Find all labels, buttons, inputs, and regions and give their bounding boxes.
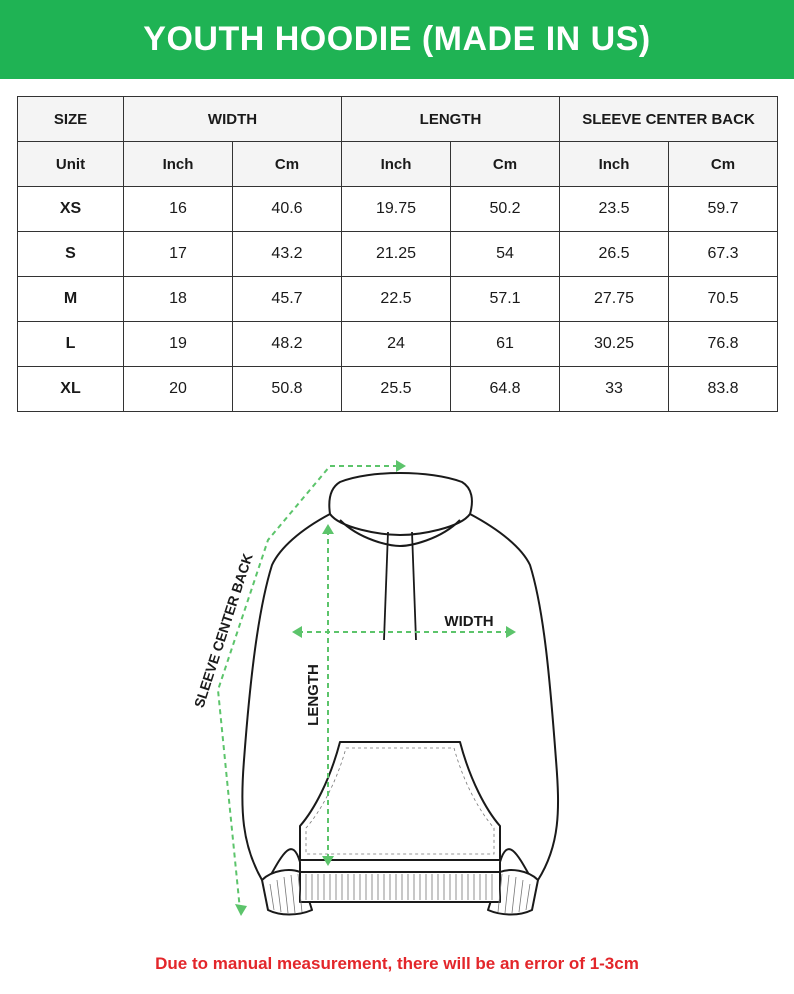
value-cell: 33 bbox=[560, 367, 669, 412]
sleeve-label: SLEEVE CENTER BACK bbox=[190, 551, 256, 710]
value-cell: 19.75 bbox=[342, 187, 451, 232]
value-cell: 27.75 bbox=[560, 277, 669, 322]
value-cell: 50.2 bbox=[451, 187, 560, 232]
width-header: WIDTH bbox=[124, 97, 342, 142]
sleeve-header: SLEEVE CENTER BACK bbox=[560, 97, 778, 142]
value-cell: 45.7 bbox=[233, 277, 342, 322]
length-header: LENGTH bbox=[342, 97, 560, 142]
unit-cell: Unit bbox=[18, 142, 124, 187]
value-cell: 18 bbox=[124, 277, 233, 322]
unit-cell: Cm bbox=[451, 142, 560, 187]
value-cell: 25.5 bbox=[342, 367, 451, 412]
table-row bbox=[18, 367, 778, 412]
table-row bbox=[18, 187, 778, 232]
size-cell: M bbox=[18, 277, 124, 322]
value-cell: 20 bbox=[124, 367, 233, 412]
table-header-row bbox=[18, 97, 778, 142]
size-cell: L bbox=[18, 322, 124, 367]
value-cell: 40.6 bbox=[233, 187, 342, 232]
value-cell: 64.8 bbox=[451, 367, 560, 412]
size-cell: S bbox=[18, 232, 124, 277]
table-row bbox=[18, 232, 778, 277]
value-cell: 83.8 bbox=[669, 367, 778, 412]
value-cell: 22.5 bbox=[342, 277, 451, 322]
hoodie-illustration bbox=[242, 473, 558, 915]
value-cell: 17 bbox=[124, 232, 233, 277]
width-label: WIDTH bbox=[444, 613, 494, 630]
value-cell: 19 bbox=[124, 322, 233, 367]
unit-cell: Cm bbox=[669, 142, 778, 187]
value-cell: 59.7 bbox=[669, 187, 778, 232]
arrow-icon bbox=[235, 904, 247, 916]
unit-cell: Inch bbox=[342, 142, 451, 187]
size-cell: XL bbox=[18, 367, 124, 412]
value-cell: 54 bbox=[451, 232, 560, 277]
value-cell: 24 bbox=[342, 322, 451, 367]
size-header: SIZE bbox=[18, 97, 124, 142]
table-row bbox=[18, 277, 778, 322]
value-cell: 61 bbox=[451, 322, 560, 367]
unit-cell: Inch bbox=[560, 142, 669, 187]
value-cell: 67.3 bbox=[669, 232, 778, 277]
unit-cell: Inch bbox=[124, 142, 233, 187]
value-cell: 23.5 bbox=[560, 187, 669, 232]
value-cell: 30.25 bbox=[560, 322, 669, 367]
table-row bbox=[18, 322, 778, 367]
hoodie-measurement-diagram bbox=[0, 440, 794, 930]
title-banner bbox=[0, 0, 794, 79]
value-cell: 76.8 bbox=[669, 322, 778, 367]
value-cell: 70.5 bbox=[669, 277, 778, 322]
arrow-icon bbox=[396, 460, 406, 472]
unit-row bbox=[18, 142, 778, 187]
size-chart-table bbox=[17, 96, 778, 412]
value-cell: 43.2 bbox=[233, 232, 342, 277]
value-cell: 21.25 bbox=[342, 232, 451, 277]
length-label: LENGTH bbox=[305, 664, 322, 726]
value-cell: 16 bbox=[124, 187, 233, 232]
value-cell: 57.1 bbox=[451, 277, 560, 322]
unit-cell: Cm bbox=[233, 142, 342, 187]
size-cell: XS bbox=[18, 187, 124, 232]
value-cell: 26.5 bbox=[560, 232, 669, 277]
value-cell: 48.2 bbox=[233, 322, 342, 367]
value-cell: 50.8 bbox=[233, 367, 342, 412]
page-title: YOUTH HOODIE (MADE IN US) bbox=[143, 20, 651, 58]
measurement-note: Due to manual measurement, there will be an error of 1-3cm bbox=[155, 954, 639, 973]
